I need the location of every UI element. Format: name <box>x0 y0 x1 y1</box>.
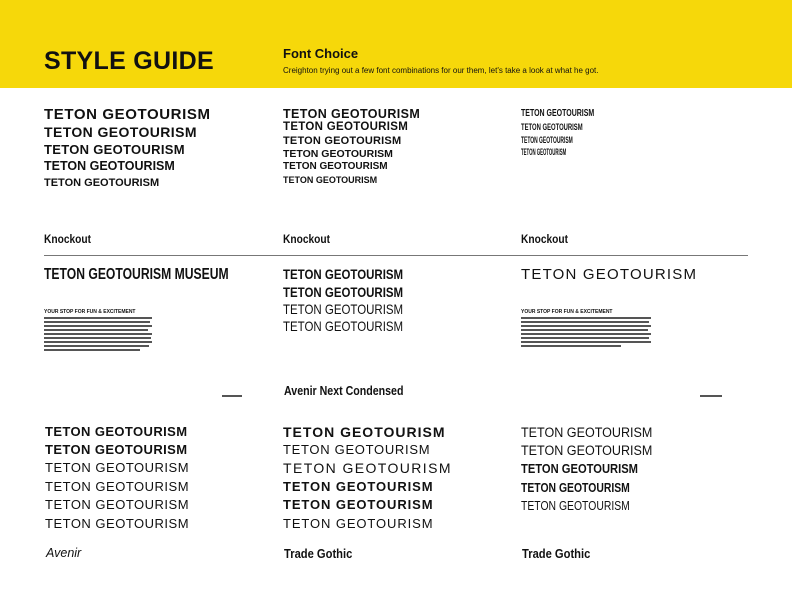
wide-sample: TETON GEOTOURISM <box>521 266 698 283</box>
medium-sample-2: TETON GEOTOURISM <box>283 121 409 133</box>
section-divider <box>44 255 748 256</box>
knockout-label-2: Knockout <box>283 232 331 246</box>
condensed-sample-1: TETON GEOTOURISM <box>521 108 595 119</box>
condensed-bold-2: TETON GEOTOURISM <box>283 284 404 300</box>
medium-sample-6: TETON GEOTOURISM <box>283 175 378 185</box>
trade-sample-1: TETON GEOTOURISM <box>521 425 653 440</box>
wide-sample-3: TETON GEOTOURISM <box>283 460 452 476</box>
trade-bold-sample-4: TETON GEOTOURISM <box>521 480 630 495</box>
wide-sample-2: TETON GEOTOURISM <box>283 442 431 457</box>
page-number-right <box>700 395 722 397</box>
medium-sample-1: TETON GEOTOURISM <box>283 107 421 121</box>
condensed-regular-2: TETON GEOTOURISM <box>283 318 404 334</box>
museum-heading: TETON GEOTOURISM MUSEUM <box>44 266 229 283</box>
avenir-sample-2: TETON GEOTOURISM <box>45 442 188 457</box>
trade-gothic-label-2: Trade Gothic <box>522 546 591 561</box>
heavy-sample-5: TETON GEOTOURISM <box>44 177 160 189</box>
avenir-sample-4: TETON GEOTOURISM <box>45 479 190 494</box>
page-number-left <box>222 395 242 397</box>
condensed-sample-4: TETON GEOTOURISM <box>521 147 567 157</box>
condensed-bold-1: TETON GEOTOURISM <box>283 266 404 282</box>
trade-gothic-label-1: Trade Gothic <box>284 546 353 561</box>
avenir-sample-3: TETON GEOTOURISM <box>45 460 190 475</box>
wide-bold-sample-4: TETON GEOTOURISM <box>283 479 434 494</box>
avenir-sample-6: TETON GEOTOURISM <box>45 516 190 531</box>
avenir-sample-5: TETON GEOTOURISM <box>45 497 190 512</box>
avenir-next-condensed-label: Avenir Next Condensed <box>284 384 404 398</box>
trade-bold-sample-3: TETON GEOTOURISM <box>521 461 638 476</box>
section-title: Font Choice <box>283 46 359 61</box>
wide-bold-sample-1: TETON GEOTOURISM <box>283 424 446 440</box>
medium-sample-3: TETON GEOTOURISM <box>283 135 402 147</box>
wide-bold-sample-5: TETON GEOTOURISM <box>283 497 434 512</box>
trade-sample-5: TETON GEOTOURISM <box>521 498 630 513</box>
subheading-right: YOUR STOP FOR FUN & EXCITEMENT <box>521 309 613 315</box>
wide-sample-6: TETON GEOTOURISM <box>283 516 434 531</box>
trade-sample-2: TETON GEOTOURISM <box>521 443 653 458</box>
medium-sample-4: TETON GEOTOURISM <box>283 148 393 160</box>
avenir-label: Avenir <box>46 546 82 560</box>
condensed-sample-3: TETON GEOTOURISM <box>521 135 573 145</box>
subheading-left: YOUR STOP FOR FUN & EXCITEMENT <box>44 309 136 315</box>
heavy-sample-1: TETON GEOTOURISM <box>44 106 211 123</box>
avenir-sample-1: TETON GEOTOURISM <box>45 424 188 439</box>
heavy-sample-2: TETON GEOTOURISM <box>44 124 197 140</box>
knockout-label-1: Knockout <box>44 232 92 246</box>
section-description: Creighton trying out a few font combinations for our them, let's take a look at what he got. <box>283 66 599 75</box>
condensed-regular-1: TETON GEOTOURISM <box>283 301 404 317</box>
heavy-sample-4: TETON GEOTOURISM <box>44 159 175 173</box>
medium-sample-5: TETON GEOTOURISM <box>283 161 388 172</box>
heavy-sample-3: TETON GEOTOURISM <box>44 142 185 157</box>
condensed-sample-2: TETON GEOTOURISM <box>521 122 583 133</box>
knockout-label-3: Knockout <box>521 232 569 246</box>
page-title: STYLE GUIDE <box>44 47 214 75</box>
